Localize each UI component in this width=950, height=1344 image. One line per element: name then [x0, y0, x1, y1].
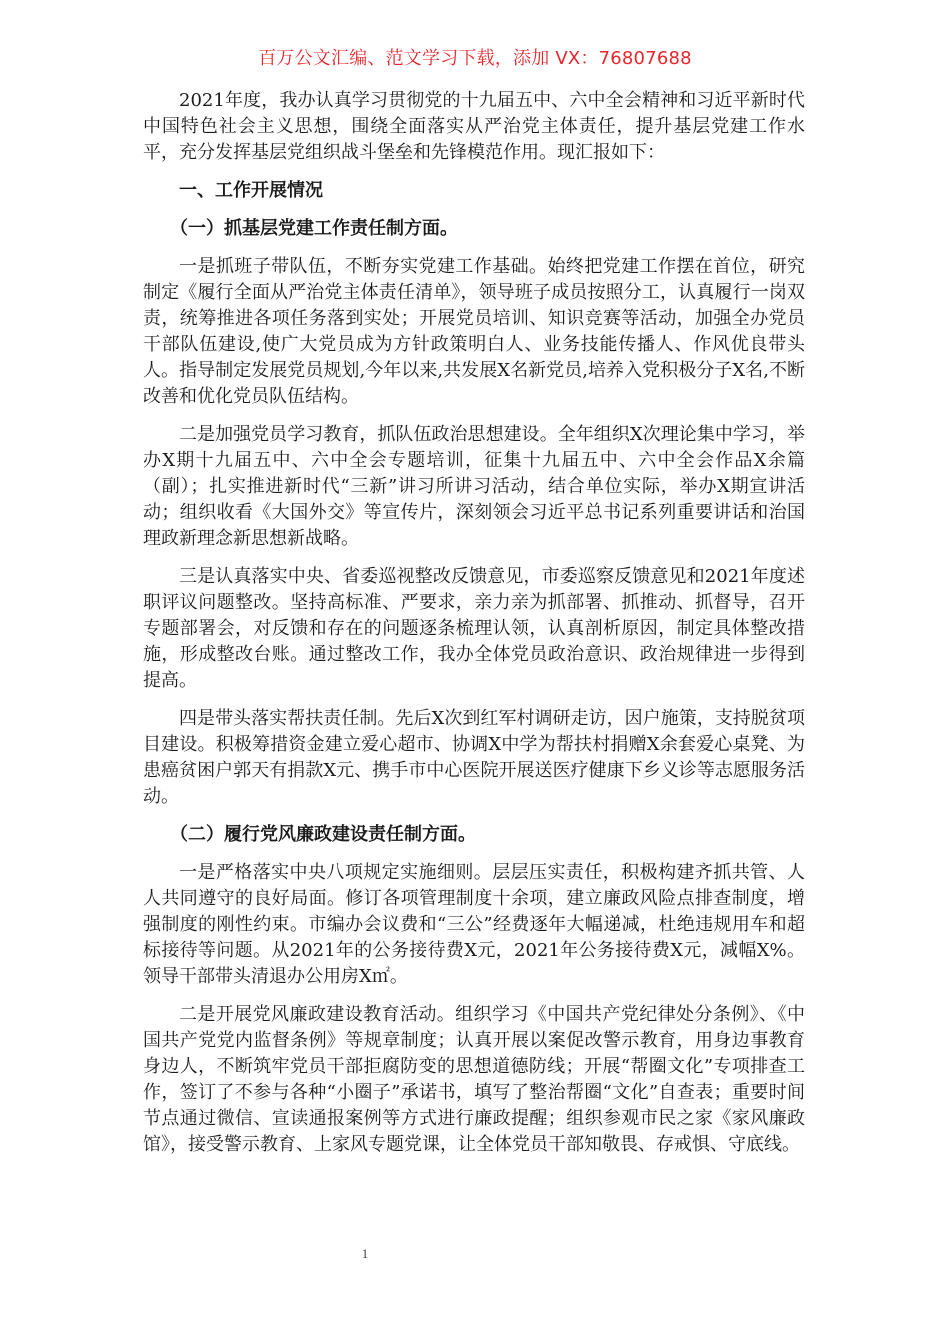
section-heading: 一、工作开展情况 [179, 180, 323, 201]
watermark-banner: 百万公文汇编、范文学习下载，添加 VX：76807688 [258, 48, 692, 69]
paragraph: 二是加强党员学习教育，抓队伍政治思想建设。全年组织X次理论集中学习，举办X期十九届五中、六中全会专题培训，征集十九届五中、六中全会作品X余篇（副）；扎实推进新时代“三新”讲习所讲习活动，结合单位实际，举办X期宣讲活动；组织收看《大国外交》等宣传片，深刻领会习近平总书记系列重要讲话和治国理政新理念新思想新战略。 [143, 424, 805, 549]
paragraph: 四是带头落实帮扶责任制。先后X次到红军村调研走访，因户施策，支持脱贫项目建设。积极筹措资金建立爱心超市、协调X中学为帮扶村捐赠X余套爱心桌凳、为患癌贫困户郭天有捐款X元、携手市中心医院开展送医疗健康下乡义诊等志愿服务活动。 [143, 708, 805, 807]
paragraph: 一是抓班子带队伍，不断夯实党建工作基础。始终把党建工作摆在首位，研究制定《履行全面从严治党主体责任清单》，领导班子成员按照分工，认真履行一岗双责，统筹推进各项任务落到实处；开展党员培训、知识竞赛等活动，加强全办党员干部队伍建设,使广大党员成为方针政策明白人、业务技能传播人、作风优良带头人。指导制定发展党员规划,今年以来,共发展X名新党员,培养入党积极分子X名,不断改善和优化党员队伍结构。 [143, 256, 805, 407]
subsection-heading: （一）抓基层党建工作责任制方面。 [170, 218, 458, 239]
paragraph: 二是开展党风廉政建设教育活动。组织学习《中国共产党纪律处分条例》、《中国共产党党内监督条例》等规章制度；认真开展以案促改警示教育，用身边事教育身边人，不断筑牢党员干部拒腐防变的思想道德防线；开展“帮圈文化”专项排查工作，签订了不参与各种“小圈子”承诺书，填写了整治帮圈“文化”自查表；重要时间节点通过微信、宣读通报案例等方式进行廉政提醒；组织参观市民之家《家风廉政馆》，接受警示教育、上家风专题党课，让全体党员干部知敬畏、存戒惧、守底线。 [143, 1004, 805, 1155]
page-number: 1 [361, 1246, 369, 1261]
intro-paragraph: 2021年度，我办认真学习贯彻党的十九届五中、六中全会精神和习近平新时代中国特色社会主义思想，围绕全面落实从严治党主体责任，提升基层党建工作水平，充分发挥基层党组织战斗堡垒和先锋模范作用。现汇报如下： [143, 90, 805, 163]
subsection-heading: （二）履行党风廉政建设责任制方面。 [170, 824, 476, 845]
paragraph: 一是严格落实中央八项规定实施细则。层层压实责任，积极构建齐抓共管、人人共同遵守的良好局面。修订各项管理制度十余项，建立廉政风险点排查制度，增强制度的刚性约束。市编办会议费和“三公”经费逐年大幅递减，杜绝违规用车和超标接待等问题。从2021年的公务接待费X元，2021年公务接待费X元，减幅X%。领导干部带头清退办公用房X㎡。 [143, 862, 805, 987]
document-body [143, 88, 805, 1170]
paragraph: 三是认真落实中央、省委巡视整改反馈意见，市委巡察反馈意见和2021年度述职评议问题整改。坚持高标准、严要求，亲力亲为抓部署、抓推动、抓督导，召开专题部署会，对反馈和存在的问题逐条梳理认领，认真剖析原因，制定具体整改措施，形成整改台账。通过整改工作，我办全体党员政治意识、政治规律进一步得到提高。 [143, 566, 805, 691]
